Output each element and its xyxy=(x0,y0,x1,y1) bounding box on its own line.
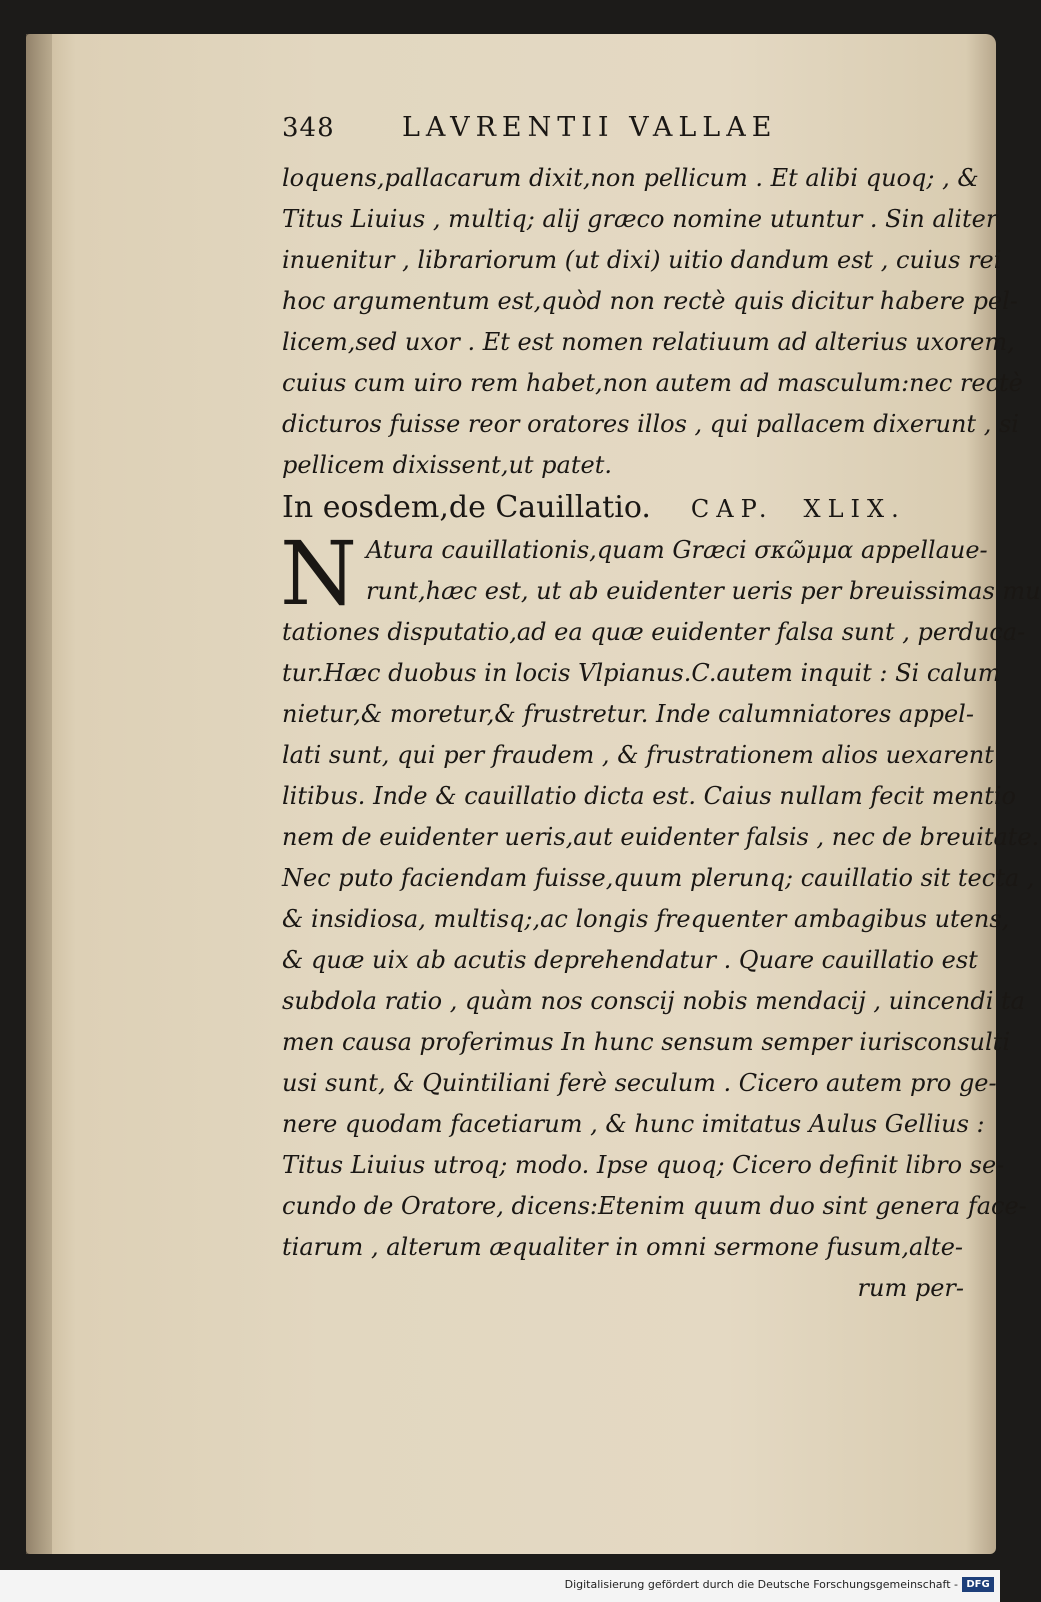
digitization-footer xyxy=(0,1570,1000,1602)
drop-cap: N xyxy=(280,522,357,625)
text-line: pellicem dixissent,ut patet. xyxy=(282,451,612,479)
text-line: loquens,pallacarum dixit,non pellicum . Et alibi quoq; , & xyxy=(282,164,979,192)
text-line: nietur,& moretur,& frustretur. Inde calumniatores appel- xyxy=(282,700,974,728)
chapter-title: In eosdem,de Cauillatio. xyxy=(282,490,651,525)
text-line: inuenitur , librariorum (ut dixi) uitio dandum est , cuius rei xyxy=(282,246,1002,274)
dfg-logo: DFG xyxy=(962,1577,994,1592)
text-line: tationes disputatio,ad ea quæ euidenter falsa sunt , perduca- xyxy=(282,618,1026,646)
text-line: runt,hæc est, ut ab euidenter ueris per breuissimas mu xyxy=(366,577,1041,605)
text-line: & quæ uix ab acutis deprehendatur . Quare cauillatio est xyxy=(282,946,978,974)
funding-credit: Digitalisierung gefördert durch die Deutsche Forschungsgemeinschaft - xyxy=(564,1578,958,1591)
text-line: Atura cauillationis,quam Græci σκῶμμα appellaue- xyxy=(366,536,988,564)
text-line: nem de euidenter ueris,aut euidenter falsis , nec de breuitate. xyxy=(282,823,1040,851)
chapter-heading xyxy=(282,486,972,530)
text-line: licem,sed uxor . Et est nomen relatiuum ad alterius uxorem, xyxy=(282,328,1015,356)
text-line: men causa proferimus In hunc sensum semper iurisconsulti xyxy=(282,1028,1010,1056)
text-line: Nec puto faciendam fuisse,quum plerunq; cauillatio sit tecta , xyxy=(282,864,1035,892)
text-line: usi sunt, & Quintiliani ferè seculum . Cicero autem pro ge- xyxy=(282,1069,997,1097)
page-text-block xyxy=(280,112,1041,1309)
text-line: litibus. Inde & cauillatio dicta est. Caius nullam fecit mentio xyxy=(282,782,1016,810)
text-line: nere quodam facetiarum , & hunc imitatus Aulus Gellius : xyxy=(282,1110,985,1138)
text-line: cundo de Oratore, dicens:Etenim quum duo sint genera face- xyxy=(282,1192,1027,1220)
chapter-number: XLIX. xyxy=(803,495,906,523)
running-head xyxy=(282,112,972,158)
text-line: subdola ratio , quàm nos conscij nobis mendacij , uincendi ta xyxy=(282,987,1025,1015)
text-line: tur.Hæc duobus in locis Vlpianus.C.autem inquit : Si calum xyxy=(282,659,1001,687)
text-line: & insidiosa, multisq;,ac longis frequenter ambagibus utens, xyxy=(282,905,1010,933)
text-line: tiarum , alterum æqualiter in omni sermone fusum,alte- xyxy=(282,1233,963,1261)
text-line: Titus Liuius utroq; modo. Ipse quoq; Cicero definit libro se- xyxy=(282,1151,1005,1179)
catchword: rum per- xyxy=(857,1274,964,1302)
running-title: LAVRENTII VALLAE xyxy=(402,112,778,143)
text-line: cuius cum uiro rem habet,non autem ad masculum:nec rectè xyxy=(282,369,1023,397)
book-gutter xyxy=(26,34,52,1554)
text-line: hoc argumentum est,quòd non rectè quis dicitur habere pel- xyxy=(282,287,1018,315)
page-number: 348 xyxy=(282,113,335,143)
text-line: lati sunt, qui per fraudem , & frustrationem alios uexarent xyxy=(282,741,994,769)
chapter-label: CAP. xyxy=(690,495,774,523)
paragraph-chapter-49 xyxy=(280,522,1041,1268)
text-line: dicturos fuisse reor oratores illos , qui pallacem dixerunt , si xyxy=(282,410,1019,438)
text-line: Titus Liuius , multiq; alij græco nomine utuntur . Sin aliter xyxy=(282,205,998,233)
paragraph-previous-chapter xyxy=(282,158,1023,486)
